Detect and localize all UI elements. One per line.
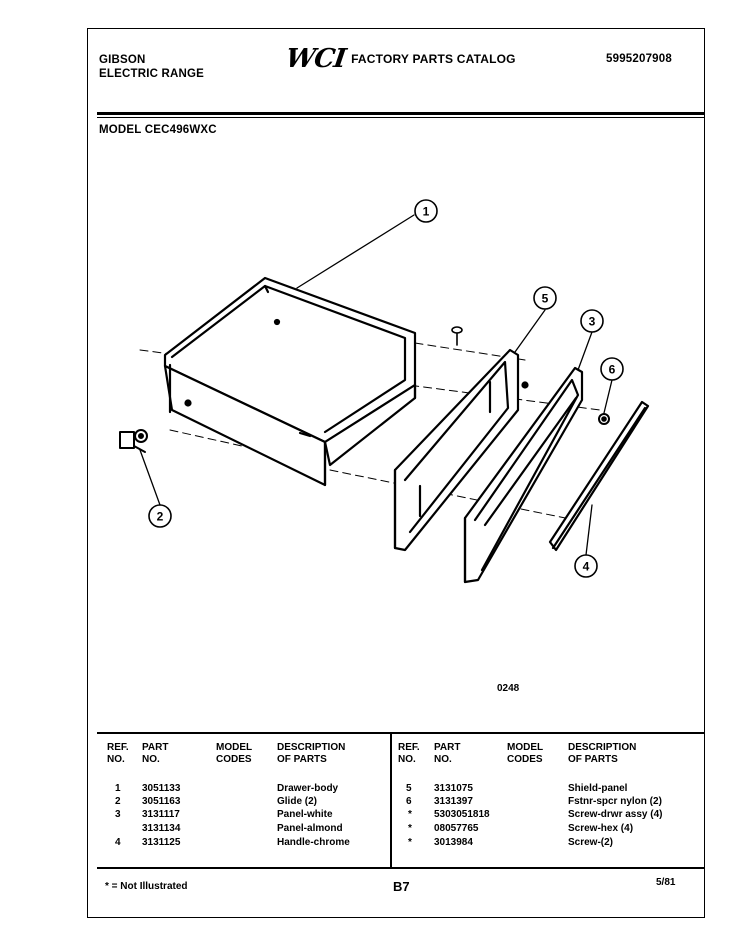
fastener-spacer-part: [599, 414, 609, 424]
table-row-ref: 5: [406, 783, 412, 794]
page-date: 5/81: [656, 877, 676, 888]
header-part-no-left: PART NO.: [142, 742, 169, 765]
table-row-ref: *: [408, 809, 412, 820]
callout-label-1: 1: [422, 204, 430, 219]
callout-label-3: 3: [588, 314, 596, 329]
callout-label-5: 5: [541, 291, 549, 306]
wci-logo: WCI: [283, 44, 348, 74]
table-row-ref: 6: [406, 796, 412, 807]
header-description-right: DESCRIPTION OF PARTS: [568, 742, 637, 765]
table-row-desc: Shield-panel: [568, 783, 628, 794]
brand-line-1: GIBSON: [99, 54, 146, 66]
table-row-part: 3013984: [434, 837, 473, 848]
table-row-ref: 1: [115, 783, 121, 794]
table-row-part: 3131397: [434, 796, 473, 807]
catalog-title: FACTORY PARTS CATALOG: [351, 52, 516, 66]
table-row-part: 3131075: [434, 783, 473, 794]
table-row-part: 3131117: [142, 809, 180, 820]
screw-part: [452, 327, 462, 345]
table-row-desc: Screw-drwr assy (4): [568, 809, 663, 820]
table-row-part: 08057765: [434, 823, 479, 834]
table-row-desc: Fstnr-spcr nylon (2): [568, 796, 662, 807]
table-row-desc: Drawer-body: [277, 783, 339, 794]
table-row-ref: 4: [115, 837, 121, 848]
table-row-ref: 3: [115, 809, 121, 820]
table-row-desc: Screw-(2): [568, 837, 614, 848]
table-row-desc: Glide (2): [277, 796, 318, 807]
table-row-desc: Panel-almond: [277, 823, 343, 834]
table-row-part: 3051163: [142, 796, 181, 807]
glide-part: [120, 430, 147, 452]
table-row-ref: *: [408, 823, 412, 834]
table-row-part: 3131134: [142, 823, 181, 834]
callout-label-4: 4: [582, 559, 590, 574]
table-row-ref: *: [408, 837, 412, 848]
footnote: * = Not Illustrated: [105, 881, 188, 892]
diagram-code: 0248: [497, 683, 520, 694]
table-row-part: 3051133: [142, 783, 181, 794]
brand-line-2: ELECTRIC RANGE: [99, 68, 205, 80]
table-row-desc: Screw-hex (4): [568, 823, 634, 834]
callout-label-6: 6: [608, 362, 616, 377]
callout-label-2: 2: [156, 509, 164, 524]
parts-table-divider: [390, 732, 392, 868]
table-row-part: 3131125: [142, 837, 181, 848]
page-number: B7: [393, 879, 410, 894]
header-ref-no-right: REF. NO.: [398, 742, 420, 765]
table-row-desc: Handle-chrome: [277, 837, 350, 848]
header-part-no-right: PART NO.: [434, 742, 461, 765]
model-label: MODEL CEC496WXC: [99, 124, 217, 136]
table-row-part: 5303051818: [434, 809, 490, 820]
drawer-body-part: [165, 278, 415, 485]
header-description-left: DESCRIPTION OF PARTS: [277, 742, 346, 765]
table-row-desc: Panel-white: [277, 809, 333, 820]
header-model-codes-left: MODEL CODES: [216, 742, 253, 765]
table-row-ref: 2: [115, 796, 121, 807]
parts-table-top-rule: [97, 732, 704, 734]
document-number: 5995207908: [606, 53, 672, 65]
header-ref-no-left: REF. NO.: [107, 742, 129, 765]
parts-table-bottom-rule: [97, 867, 704, 869]
header-model-codes-right: MODEL CODES: [507, 742, 544, 765]
